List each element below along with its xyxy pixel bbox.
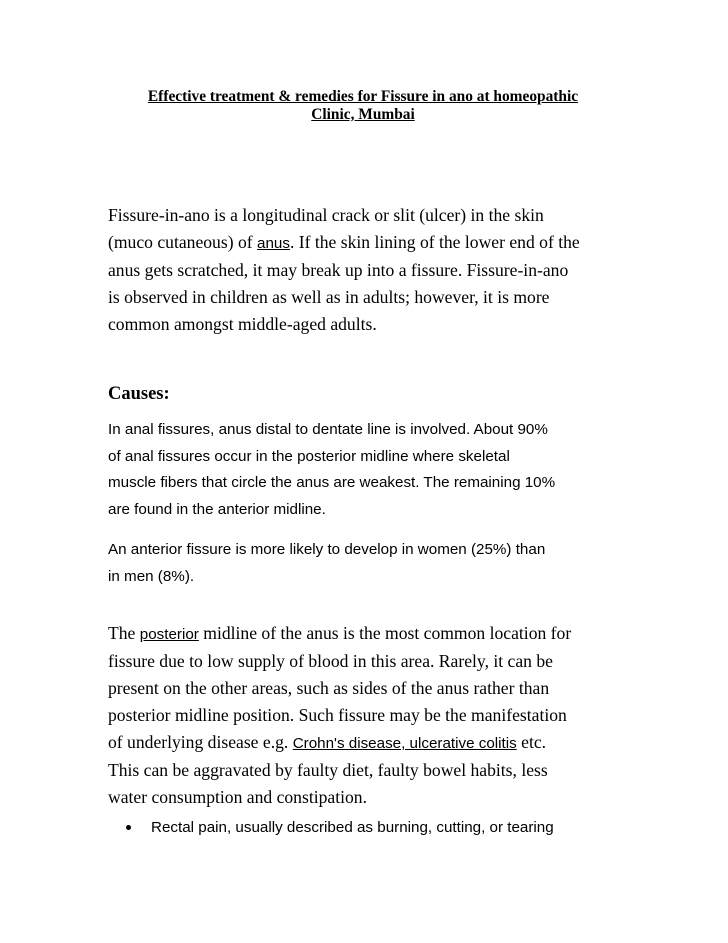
posterior-link[interactable]: posterior [139,626,199,643]
causes-paragraph [108,417,628,523]
location-text: of underlying disease e.g. [108,732,293,752]
crohns-colitis-link[interactable]: Crohn's disease, ulcerative colitis [292,735,517,752]
intro-text: (muco cutaneous) of [108,232,258,252]
title-line: Effective treatment & remedies for Fissure in ano at homeopathic [147,88,579,105]
causes-heading-text: Causes [108,384,164,404]
causes-line: In anal fissures, anus distal to dentate line is involved. About 90% [108,421,548,438]
intro-line: is observed in children as well as in adults; however, it is more [108,287,550,307]
causes-line: are found in the anterior midline. [108,500,326,518]
list-item [108,815,628,841]
anterior-fissure-paragraph [108,537,628,590]
intro-line: anus gets scratched, it may break up into a fissure. Fissure-in-ano [108,260,569,280]
document-title [108,88,618,124]
bullet-icon [126,825,131,830]
location-paragraph [108,620,628,811]
location-line: posterior midline position. Such fissure may be the manifestation [108,705,567,725]
intro-paragraph [108,202,628,338]
location-text: etc. [516,732,547,752]
location-line [108,620,628,648]
intro-line [108,229,628,257]
anterior-line: in men (8%). [108,567,195,585]
symptom-list [108,815,628,841]
location-line: water consumption and constipation. [108,787,367,807]
causes-line: muscle fibers that circle the anus are weakest. The remaining 10% [108,474,556,491]
location-text: The [108,623,140,643]
list-item-text: Rectal pain, usually described as burning, cutting, or tearing [151,819,554,836]
anus-link[interactable]: anus [257,235,290,252]
causes-heading [108,381,170,407]
location-line: fissure due to low supply of blood in this area. Rarely, it can be [108,651,553,671]
location-text: midline of the anus is the most common location for [198,623,572,643]
title-line: Clinic, Mumbai [311,106,415,123]
causes-heading-colon: : [163,384,170,404]
location-line: This can be aggravated by faulty diet, faulty bowel habits, less [108,760,548,780]
intro-text: . If the skin lining of the lower end of the [289,232,580,252]
location-line: present on the other areas, such as sides of the anus rather than [108,678,550,698]
location-line [108,729,628,757]
causes-line: of anal fissures occur in the posterior midline where skeletal [108,447,510,465]
intro-line: common amongst middle-aged adults. [108,314,377,334]
anterior-line: An anterior fissure is more likely to develop in women (25%) than [108,541,546,558]
intro-line: Fissure-in-ano is a longitudinal crack or slit (ulcer) in the skin [108,205,544,225]
